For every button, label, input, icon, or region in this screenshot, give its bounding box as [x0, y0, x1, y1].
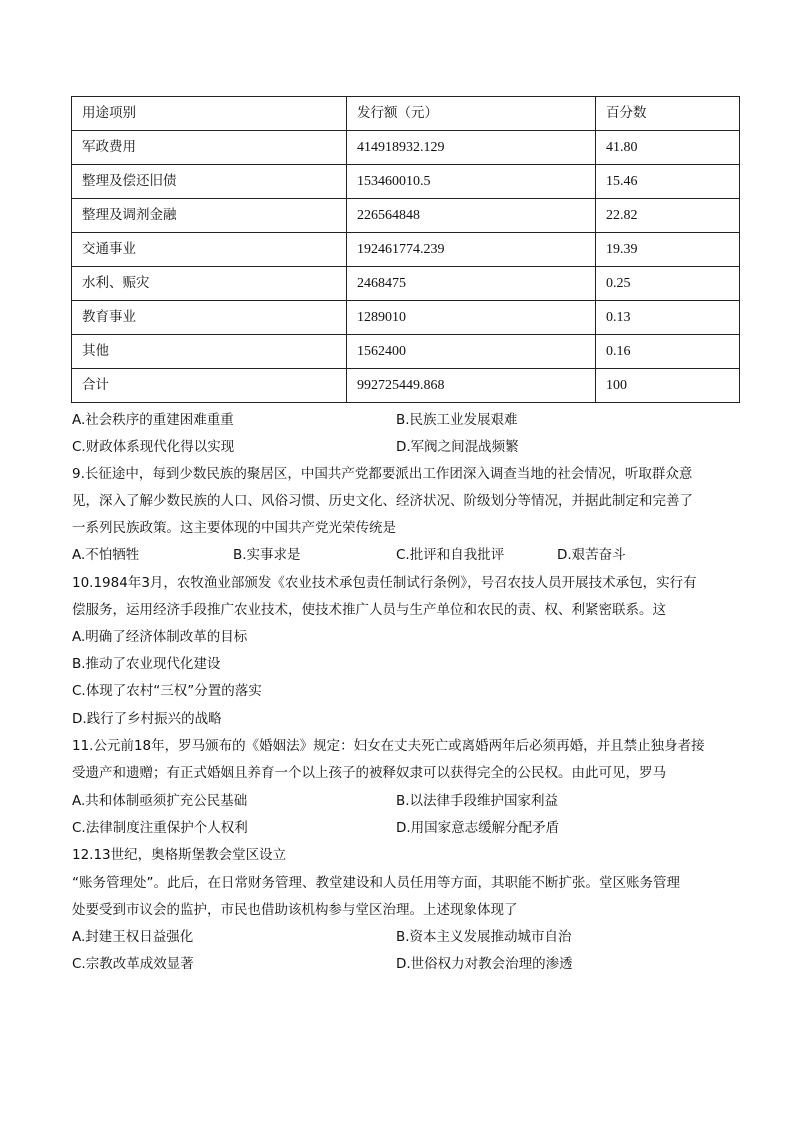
q8-option-c[interactable]: C.财政体系现代化得以实现	[72, 439, 235, 455]
table-cell-amount: 1289010	[347, 301, 596, 335]
q9-stem-line: 9.长征途中，每到少数民族的聚居区，中国共产党都要派出工作团深入调查当地的社会情况，听取群众意	[72, 466, 693, 482]
q10-option-d[interactable]: D.践行了乡村振兴的战略	[72, 711, 222, 727]
q11-option-a[interactable]: A.共和体制亟须扩充公民基础	[72, 793, 248, 809]
table-cell-percent: 0.16	[596, 335, 740, 369]
table-cell-category: 整理及偿还旧债	[72, 165, 347, 199]
q12-option-c[interactable]: C.宗教改革成效显著	[72, 956, 194, 972]
q9-stem-line: 一系列民族政策。这主要体现的中国共产党光荣传统是	[72, 520, 396, 536]
q11-options-row-2	[72, 818, 744, 838]
q8-option-b[interactable]: B.民族工业发展艰难	[396, 412, 518, 428]
q12-stem-line: 12.13世纪，奥格斯堡教会堂区设立	[72, 847, 287, 863]
q9-options-row	[72, 545, 744, 565]
table-cell-amount: 192461774.239	[347, 233, 596, 267]
table-cell-category: 合计	[72, 369, 347, 403]
table-row	[72, 199, 740, 233]
q12-options-row-2	[72, 954, 744, 974]
q10-stem-line: 偿服务，运用经济手段推广农业技术，使技术推广人员与生产单位和农民的责、权、利紧密联系。这	[72, 602, 666, 618]
table-cell-percent: 0.13	[596, 301, 740, 335]
table-cell-category: 教育事业	[72, 301, 347, 335]
table-row	[72, 267, 740, 301]
table-cell-amount: 414918932.129	[347, 131, 596, 165]
q10-option-b[interactable]: B.推动了农业现代化建设	[72, 656, 221, 672]
table-cell-category: 水利、赈灾	[72, 267, 347, 301]
table-row	[72, 301, 740, 335]
table-cell-amount: 2468475	[347, 267, 596, 301]
q10-stem-line: 10.1984年3月，农牧渔业部颁发《农业技术承包责任制试行条例》，号召农技人员开展技术承包，实行有	[72, 575, 697, 591]
table-row	[72, 131, 740, 165]
q9-option-a[interactable]: A.不怕牺牲	[72, 547, 140, 563]
q12-stem-line: “账务管理处”。此后，在日常财务管理、教堂建设和人员任用等方面，其职能不断扩张。堂区账务管理	[72, 875, 680, 891]
q12-option-d[interactable]: D.世俗权力对教会治理的渗透	[396, 956, 573, 972]
q12-option-b[interactable]: B.资本主义发展推动城市自治	[396, 929, 572, 945]
q11-option-c[interactable]: C.法律制度注重保护个人权利	[72, 820, 248, 836]
table-header-cell: 百分数	[596, 97, 740, 131]
table-cell-percent: 19.39	[596, 233, 740, 267]
table-header-row	[72, 97, 740, 131]
q12-options-row-1	[72, 927, 744, 947]
table-row	[72, 165, 740, 199]
q11-options-row-1	[72, 791, 744, 811]
table-cell-amount: 992725449.868	[347, 369, 596, 403]
table-header-cell: 发行额（元）	[347, 97, 596, 131]
table-header-cell: 用途项别	[72, 97, 347, 131]
q11-option-b[interactable]: B.以法律手段维护国家利益	[396, 793, 559, 809]
table-cell-amount: 153460010.5	[347, 165, 596, 199]
q8-options-row-1	[72, 410, 744, 430]
table-cell-category: 交通事业	[72, 233, 347, 267]
table-total-row	[72, 369, 740, 403]
q8-option-a[interactable]: A.社会秩序的重建困难重重	[72, 412, 234, 428]
table-cell-amount: 226564848	[347, 199, 596, 233]
q12-option-a[interactable]: A.封建王权日益强化	[72, 929, 194, 945]
q8-options-row-2	[72, 437, 744, 457]
q11-stem-line: 11.公元前18年，罗马颁布的《婚姻法》规定：妇女在丈夫死亡或离婚两年后必须再婚，并且禁止独身者接	[72, 738, 705, 754]
table-cell-percent: 0.25	[596, 267, 740, 301]
table-cell-percent: 22.82	[596, 199, 740, 233]
table-row	[72, 233, 740, 267]
q9-option-b[interactable]: B.实事求是	[233, 547, 301, 563]
table-cell-category: 整理及调剂金融	[72, 199, 347, 233]
q10-option-a[interactable]: A.明确了经济体制改革的目标	[72, 629, 248, 645]
q9-option-d[interactable]: D.艰苦奋斗	[557, 547, 626, 563]
q11-option-d[interactable]: D.用国家意志缓解分配矛盾	[396, 820, 560, 836]
table-cell-percent: 15.46	[596, 165, 740, 199]
q12-stem-line: 处要受到市议会的监护，市民也借助该机构参与堂区治理。上述现象体现了	[72, 902, 518, 918]
table-cell-category: 其他	[72, 335, 347, 369]
q10-option-c[interactable]: C.体现了农村“三权”分置的落实	[72, 683, 262, 699]
table-row	[72, 335, 740, 369]
q9-stem-line: 见，深入了解少数民族的人口、风俗习惯、历史文化、经济状况、阶级划分等情况，并据此制定和完善了	[72, 493, 693, 509]
bond-usage-table	[71, 96, 740, 403]
q11-stem-line: 受遗产和遗赠；有正式婚姻且养育一个以上孩子的被释奴隶可以获得完全的公民权。由此可见，罗马	[72, 765, 666, 781]
q9-option-c[interactable]: C.批评和自我批评	[396, 547, 505, 563]
table-cell-percent: 41.80	[596, 131, 740, 165]
table-cell-percent: 100	[596, 369, 740, 403]
table-cell-amount: 1562400	[347, 335, 596, 369]
table-cell-category: 军政费用	[72, 131, 347, 165]
q8-option-d[interactable]: D.军阀之间混战频繁	[396, 439, 519, 455]
